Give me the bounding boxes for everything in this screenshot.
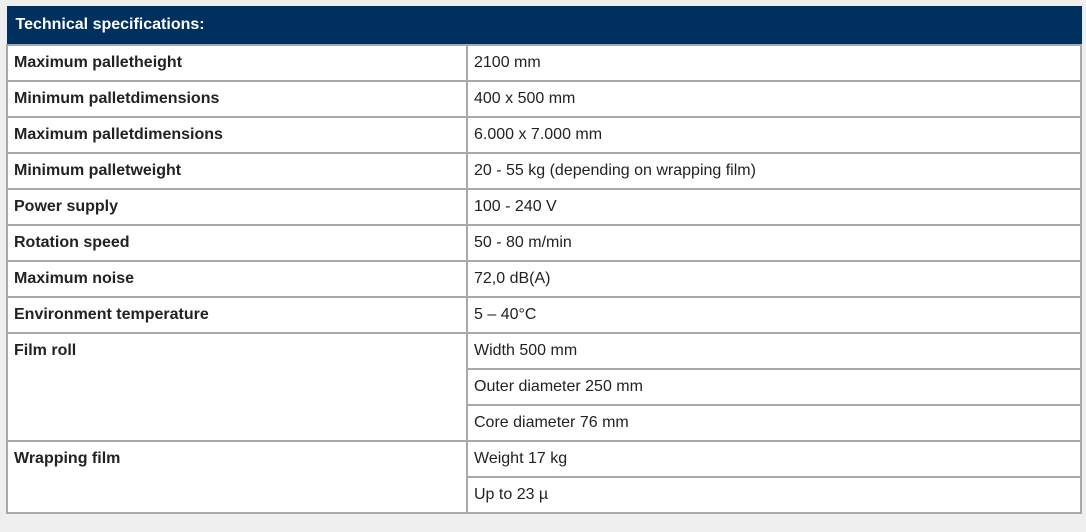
spec-label: Minimum palletdimensions — [7, 81, 467, 117]
spec-value: Up to 23 µ — [467, 477, 1081, 513]
spec-label: Environment temperature — [7, 297, 467, 333]
spec-value: 5 – 40°C — [467, 297, 1081, 333]
table-header-row — [7, 7, 1081, 45]
spec-label: Power supply — [7, 189, 467, 225]
technical-specifications-table — [6, 6, 1082, 514]
table-row — [7, 441, 1081, 477]
table-row — [7, 81, 1081, 117]
table-row — [7, 153, 1081, 189]
table-row — [7, 117, 1081, 153]
spec-label: Maximum noise — [7, 261, 467, 297]
table-row — [7, 261, 1081, 297]
spec-value: 72,0 dB(A) — [467, 261, 1081, 297]
spec-value: 400 x 500 mm — [467, 81, 1081, 117]
spec-value: 50 - 80 m/min — [467, 225, 1081, 261]
spec-label: Minimum palletweight — [7, 153, 467, 189]
spec-value: 6.000 x 7.000 mm — [467, 117, 1081, 153]
table-body — [7, 45, 1081, 513]
spec-value: 2100 mm — [467, 45, 1081, 81]
spec-value: 100 - 240 V — [467, 189, 1081, 225]
spec-value: Core diameter 76 mm — [467, 405, 1081, 441]
table-row — [7, 45, 1081, 81]
spec-label: Film roll — [7, 333, 467, 441]
spec-label: Maximum palletheight — [7, 45, 467, 81]
table-row — [7, 225, 1081, 261]
spec-value: Weight 17 kg — [467, 441, 1081, 477]
spec-label: Wrapping film — [7, 441, 467, 513]
spec-value: Width 500 mm — [467, 333, 1081, 369]
spec-label: Rotation speed — [7, 225, 467, 261]
table-heading: Technical specifications: — [7, 7, 1081, 45]
table-row — [7, 333, 1081, 369]
spec-value: Outer diameter 250 mm — [467, 369, 1081, 405]
table-row — [7, 189, 1081, 225]
table-row — [7, 297, 1081, 333]
spec-label: Maximum palletdimensions — [7, 117, 467, 153]
spec-value: 20 - 55 kg (depending on wrapping film) — [467, 153, 1081, 189]
